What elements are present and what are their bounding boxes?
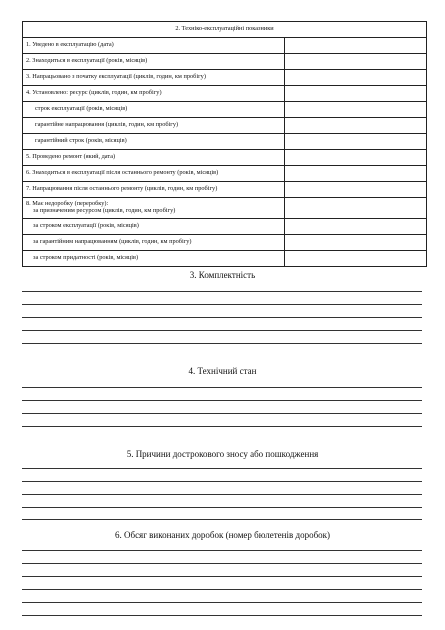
writing-line[interactable]	[22, 343, 422, 344]
table-title-row	[23, 22, 427, 38]
row-label: гарантійне напрацювання (циклів, годин, км пробігу)	[23, 118, 285, 134]
writing-line[interactable]	[22, 589, 422, 590]
row-label: за строком експлуатації (років, місяців)	[23, 219, 285, 235]
row-value-cell[interactable]	[285, 70, 427, 86]
table-row	[23, 251, 427, 267]
table-row	[23, 182, 427, 198]
writing-line[interactable]	[22, 426, 422, 427]
writing-line[interactable]	[22, 550, 422, 551]
row-value-cell[interactable]	[285, 166, 427, 182]
row-value-cell[interactable]	[285, 102, 427, 118]
row-value-cell[interactable]	[285, 235, 427, 251]
row-label	[23, 198, 285, 219]
writing-line[interactable]	[22, 400, 422, 401]
writing-line[interactable]	[22, 304, 422, 305]
writing-line[interactable]	[22, 576, 422, 577]
writing-line[interactable]	[22, 481, 422, 482]
row-label: 6. Знаходиться в експлуатації після останнього ремонту (років, місяців)	[23, 166, 285, 182]
writing-line[interactable]	[22, 519, 422, 520]
table-row	[23, 235, 427, 251]
row-label: 4. Установлено: ресурс (циклів, годин, км пробігу)	[23, 86, 285, 102]
row-value-cell[interactable]	[285, 150, 427, 166]
table-row	[23, 102, 427, 118]
row-label-line: 8. Має недоробку (переробку):	[26, 200, 109, 208]
writing-line[interactable]	[22, 494, 422, 495]
writing-line[interactable]	[22, 330, 422, 331]
writing-line[interactable]	[22, 317, 422, 318]
row-value-cell[interactable]	[285, 251, 427, 267]
table-title: 2. Техніко-експлуатаційні показники	[23, 22, 427, 38]
table-row	[23, 198, 427, 219]
table-row	[23, 118, 427, 134]
section-title-improvements: 6. Обсяг виконаних доробок (номер бюлетенів доробок)	[114, 530, 331, 540]
table-row	[23, 54, 427, 70]
writing-line[interactable]	[22, 468, 422, 469]
table-row	[23, 166, 427, 182]
writing-line[interactable]	[22, 602, 422, 603]
row-value-cell[interactable]	[285, 38, 427, 54]
section-title-wear-causes: 5. Причини дострокового зносу або пошкодження	[126, 449, 319, 459]
row-label: 3. Напрацьовано з початку експлуатації (циклів, годин, км пробігу)	[23, 70, 285, 86]
row-label: гарантійний строк (років, місяців)	[23, 134, 285, 150]
writing-line[interactable]	[22, 291, 422, 292]
writing-line[interactable]	[22, 615, 422, 616]
writing-line[interactable]	[22, 413, 422, 414]
performance-indicators-table	[22, 21, 427, 267]
table-row	[23, 219, 427, 235]
row-value-cell[interactable]	[285, 54, 427, 70]
section-title-technical-state: 4. Технічний стан	[188, 366, 257, 376]
row-label: строк експлуатації (років, місяців)	[23, 102, 285, 118]
row-value-cell[interactable]	[285, 198, 427, 219]
table-row	[23, 134, 427, 150]
row-value-cell[interactable]	[285, 219, 427, 235]
table-row	[23, 150, 427, 166]
table-row	[23, 38, 427, 54]
row-sublabel: за призначеним ресурсом (циклів, годин, км пробігу)	[33, 207, 176, 214]
row-label: 5. Проведено ремонт (який, дата)	[23, 150, 285, 166]
row-label: за строком придатності (років, місяців)	[23, 251, 285, 267]
row-value-cell[interactable]	[285, 134, 427, 150]
row-label: 2. Знаходиться в експлуатації (років, місяців)	[23, 54, 285, 70]
row-label: 7. Напрацювання після останнього ремонту (циклів, годин, км пробігу)	[23, 182, 285, 198]
row-value-cell[interactable]	[285, 182, 427, 198]
writing-line[interactable]	[22, 507, 422, 508]
row-label: 1. Уведено в експлуатацію (дата)	[23, 38, 285, 54]
row-value-cell[interactable]	[285, 86, 427, 102]
row-label: за гарантійним напрацюванням (циклів, годин, км пробігу)	[23, 235, 285, 251]
row-value-cell[interactable]	[285, 118, 427, 134]
section-title-completeness: 3. Комплектність	[189, 270, 256, 280]
writing-line[interactable]	[22, 563, 422, 564]
writing-line[interactable]	[22, 387, 422, 388]
table-row	[23, 86, 427, 102]
table-row	[23, 70, 427, 86]
